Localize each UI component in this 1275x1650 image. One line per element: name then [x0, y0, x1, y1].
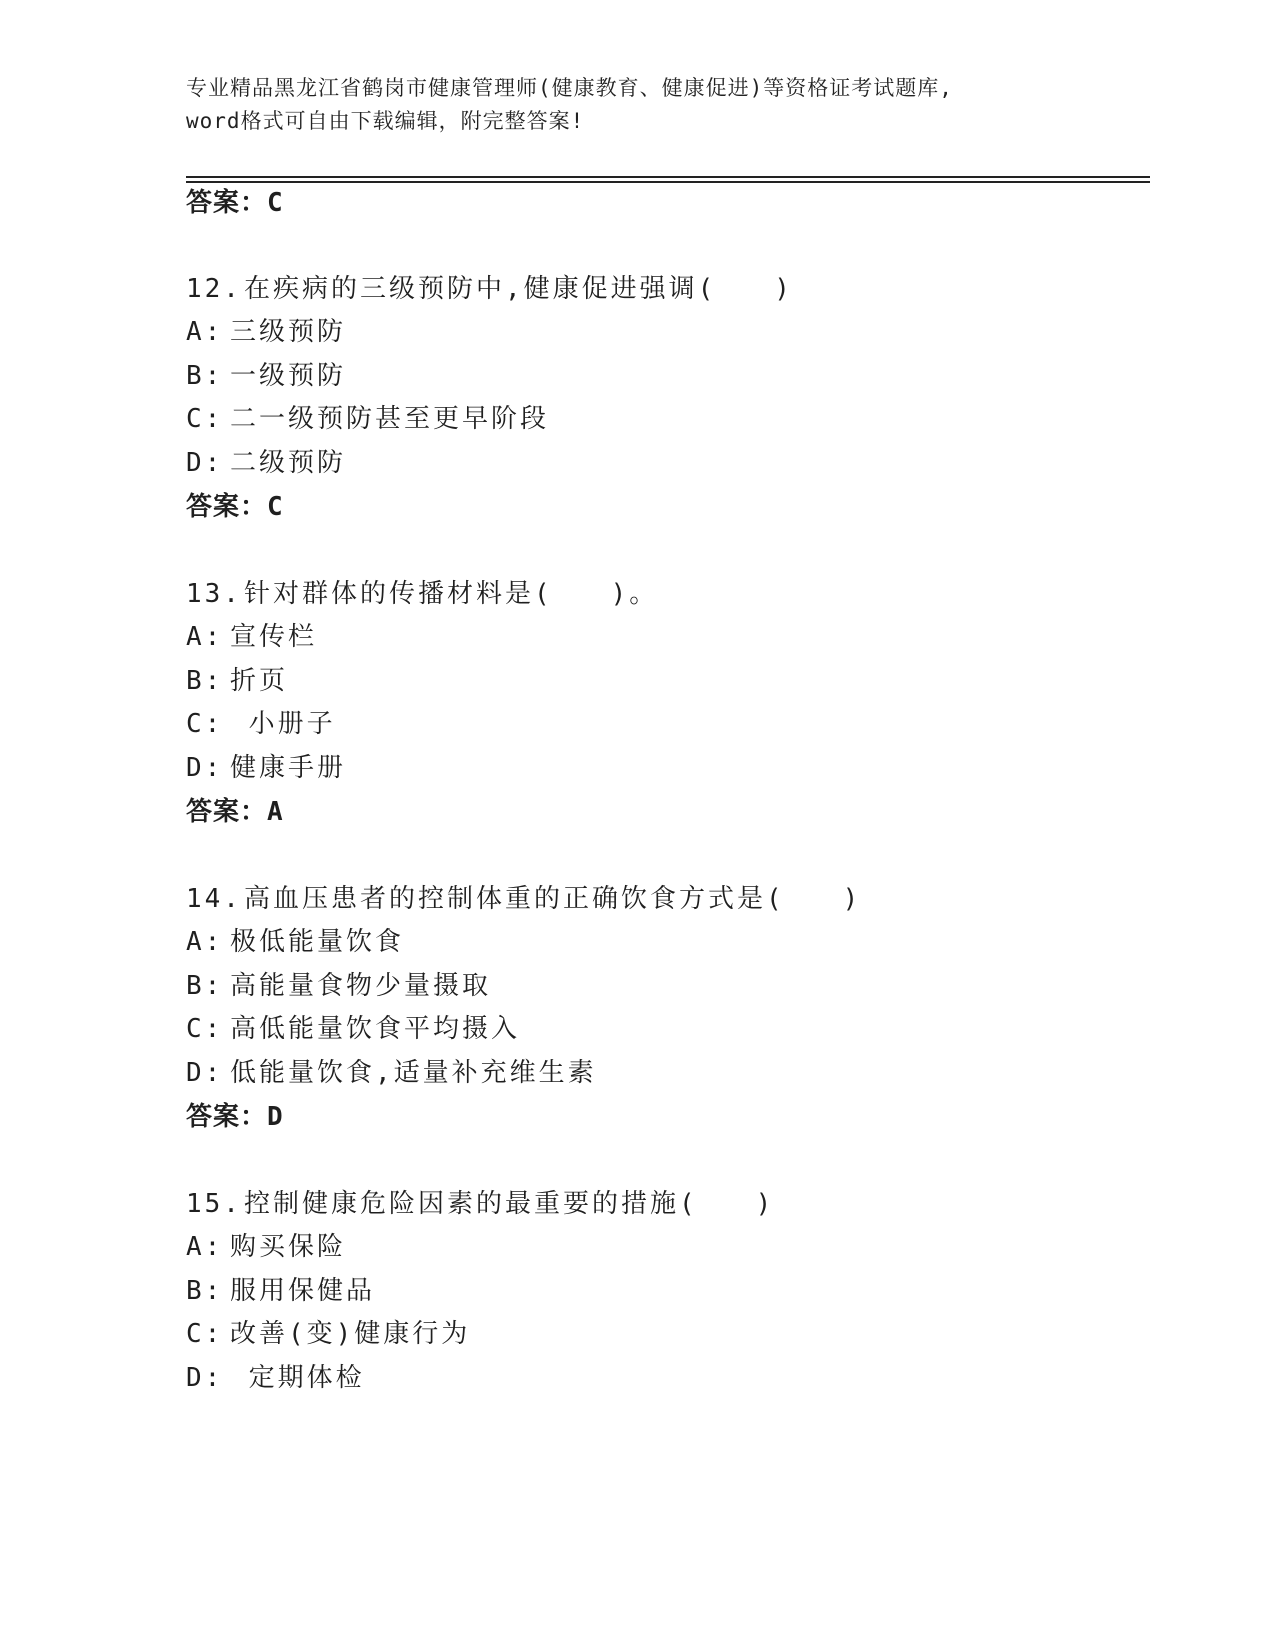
- question-12-option-c: [186, 402, 549, 436]
- header-line-2: word格式可自由下载编辑，附完整答案!: [186, 109, 585, 133]
- option-text: 高能量食物少量摄取: [230, 971, 492, 1001]
- answer-label: 答案：: [186, 492, 268, 522]
- option-text: 宣传栏: [230, 622, 318, 652]
- option-letter: A:: [186, 927, 224, 957]
- question-15-option-c: [186, 1317, 470, 1351]
- option-text: 定期体检: [230, 1363, 365, 1393]
- answer-label: 答案：: [186, 188, 268, 218]
- option-letter: B:: [186, 1276, 224, 1306]
- question-text: 控制健康危险因素的最重要的措施( ): [244, 1189, 775, 1219]
- question-text: 在疾病的三级预防中,健康促进强调( ): [244, 274, 793, 304]
- question-number: 13.: [186, 579, 242, 609]
- option-letter: C:: [186, 404, 224, 434]
- question-12-option-d: [186, 446, 346, 480]
- question-13-option-c: [186, 707, 336, 741]
- question-14-option-a: [186, 925, 404, 959]
- question-15: [186, 1187, 774, 1221]
- option-text: 低能量饮食,适量补充维生素: [230, 1058, 597, 1088]
- option-letter: D:: [186, 448, 224, 478]
- answer-value: D: [267, 1102, 284, 1132]
- answer-value: C: [267, 492, 284, 522]
- question-13-answer: [186, 795, 284, 829]
- option-text: 服用保健品: [230, 1276, 376, 1306]
- option-letter: D:: [186, 753, 224, 783]
- document-header: [186, 72, 1146, 138]
- option-letter: A:: [186, 622, 224, 652]
- question-13: [186, 577, 658, 611]
- option-text: 高低能量饮食平均摄入: [230, 1014, 521, 1044]
- question-15-option-b: [186, 1274, 375, 1308]
- option-text: 二一级预防甚至更早阶段: [230, 404, 550, 434]
- answer-value: A: [267, 797, 284, 827]
- header-divider-bottom: [186, 181, 1150, 183]
- option-text: 二级预防: [230, 448, 347, 478]
- header-line-1: 专业精品黑龙江省鹤岗市健康管理师(健康教育、健康促进)等资格证考试题库,: [186, 76, 953, 100]
- question-14-answer: [186, 1100, 284, 1134]
- question-13-option-d: [186, 751, 346, 785]
- question-12-option-b: [186, 359, 346, 393]
- option-letter: A:: [186, 317, 224, 347]
- question-14-option-d: [186, 1056, 597, 1090]
- question-number: 12.: [186, 274, 242, 304]
- question-14: [186, 882, 861, 916]
- option-text: 三级预防: [230, 317, 347, 347]
- question-12: [186, 272, 793, 306]
- question-12-option-a: [186, 315, 346, 349]
- answer-label: 答案：: [186, 797, 268, 827]
- option-letter: C:: [186, 1319, 224, 1349]
- option-text: 改善(变)健康行为: [230, 1319, 471, 1349]
- question-number: 15.: [186, 1189, 242, 1219]
- question-14-option-c: [186, 1012, 520, 1046]
- option-letter: B:: [186, 361, 224, 391]
- question-text: 针对群体的传播材料是( )。: [244, 579, 659, 609]
- question-13-option-a: [186, 620, 317, 654]
- option-letter: D:: [186, 1363, 224, 1393]
- question-13-option-b: [186, 664, 288, 698]
- option-letter: A:: [186, 1232, 224, 1262]
- question-15-option-a: [186, 1230, 346, 1264]
- option-text: 健康手册: [230, 753, 347, 783]
- question-number: 14.: [186, 884, 242, 914]
- option-text: 购买保险: [230, 1232, 347, 1262]
- question-12-answer: [186, 490, 284, 524]
- header-divider-top: [186, 176, 1150, 178]
- option-letter: D:: [186, 1058, 224, 1088]
- option-letter: C:: [186, 1014, 224, 1044]
- question-14-option-b: [186, 969, 491, 1003]
- option-letter: B:: [186, 666, 224, 696]
- option-text: 折页: [230, 666, 289, 696]
- option-letter: B:: [186, 971, 224, 1001]
- question-text: 高血压患者的控制体重的正确饮食方式是( ): [244, 884, 862, 914]
- answer-previous: [186, 186, 284, 220]
- option-text: 极低能量饮食: [230, 927, 405, 957]
- option-letter: C:: [186, 709, 224, 739]
- option-text: 一级预防: [230, 361, 347, 391]
- question-15-option-d: [186, 1361, 365, 1395]
- answer-label: 答案：: [186, 1102, 268, 1132]
- option-text: 小册子: [230, 709, 336, 739]
- answer-value: C: [267, 188, 284, 218]
